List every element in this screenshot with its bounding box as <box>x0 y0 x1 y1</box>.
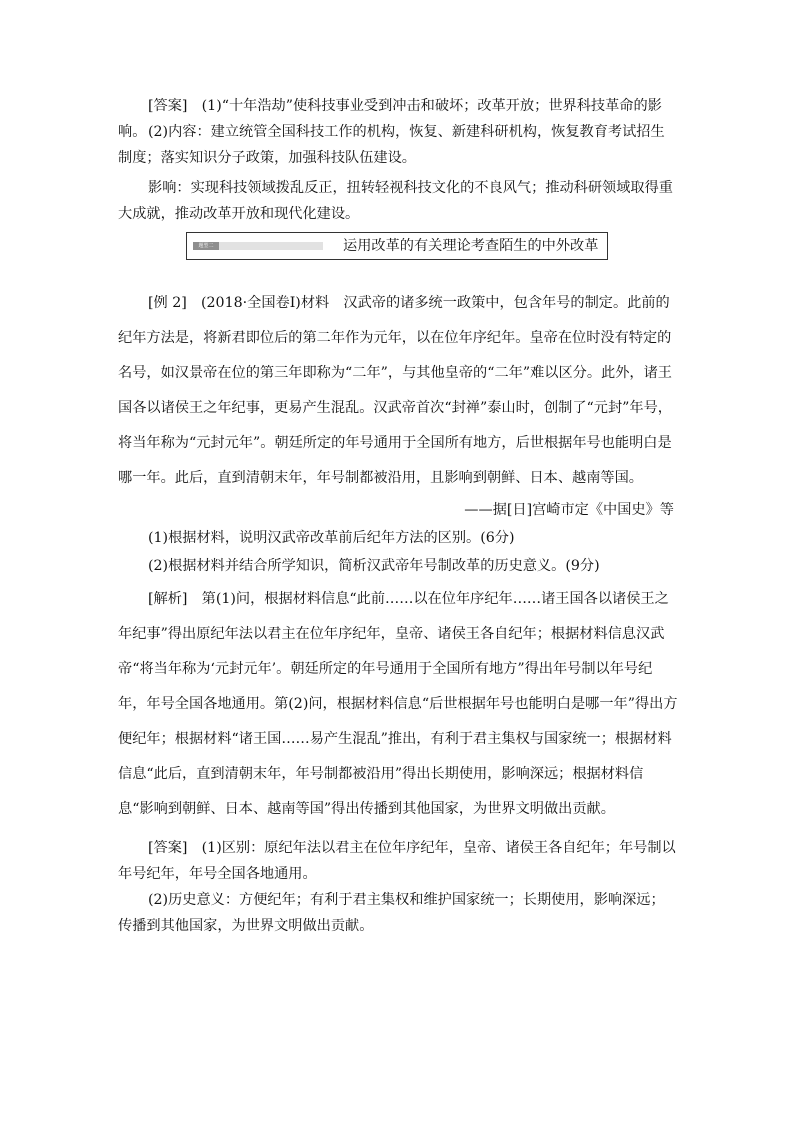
section-title: 运用改革的有关理论考查陌生的中外改革 <box>343 238 599 254</box>
section-badge-label: 题型二 <box>193 242 219 250</box>
question-2: (2)根据材料并结合所学知识，简析汉武帝年号制改革的历史意义。(9分) <box>148 558 600 574</box>
answer2-line1: [答案] (1)区别：原纪年法以君主在位年序纪年，皇帝、诸侯王各自纪年；年号制以年号纪年，年号全国各地通用。 <box>118 840 676 882</box>
section-badge <box>193 242 323 250</box>
answer1-line3: 影响：实现科技领域拨乱反正，扭转轻视科技文化的不良风气；推动科研领域取得重大成就，推动改革开放和现代化建设。 <box>118 180 673 222</box>
analysis-text: [解析] 第(1)问，根据材料信息“此前……以在位年序纪年……诸王国各以诸侯王之年纪事”得出原纪年法以君主在位年序纪年，皇帝、诸侯王各自纪年；根据材料信息汉武帝“将当年称为‘元封元年’。朝廷所定的年号通用于全国所有地方”得出年号制以年号纪年，年号全国各地通用。第(2)问，根据材料信息“后世根据年号也能明白是哪一年”得出方便纪年；根据材料“诸王国……易产生混乱”推出，有利于君主集权与国家统一；根据材料信息“此后，直到清朝末年，年号制都被沿用”得出长期使用，影响深远；根据材料信息“影响到朝鲜、日本、越南等国”得出传播到其他国家，为世界文明做出贡献。 <box>118 591 678 817</box>
section-header-box <box>186 232 608 260</box>
material-source: ——据[日]宫崎市定《中国史》等 <box>464 502 674 518</box>
answer1-line1: [答案] (1)“十年浩劫”使科技事业受到冲击和破坏；改革开放；世界科技革命的影响。 <box>118 98 662 140</box>
example2-material: [例 2] (2018·全国卷Ⅰ)材料 汉武帝的诸多统一政策中，包含年号的制定。此前的纪年方法是，将新君即位后的第二年作为元年，以在位年序纪年。皇帝在位时没有特定的名号，如汉景帝在位的第三年即称为“二年”，与其他皇帝的“二年”难以区分。此外，诸王国各以诸侯王之年纪事，更易产生混乱。汉武帝首次“封禅”泰山时，创制了“元封”年号，将当年称为“元封元年”。朝廷所定的年号通用于全国所有地方，后世根据年号也能明白是哪一年。此后，直到清朝末年，年号制都被沿用，且影响到朝鲜、日本、越南等国。 <box>118 295 672 486</box>
question-1: (1)根据材料，说明汉武帝改革前后纪年方法的区别。(6分) <box>148 530 515 546</box>
answer2-line2: (2)历史意义：方便纪年；有利于君主集权和维护国家统一；长期使用，影响深远；传播到其他国家，为世界文明做出贡献。 <box>118 892 665 934</box>
answer1-line2: (2)内容：建立统管全国科技工作的机构，恢复、新建科研机构，恢复教育考试招生制度；落实知识分子政策，加强科技队伍建设。 <box>118 124 665 166</box>
